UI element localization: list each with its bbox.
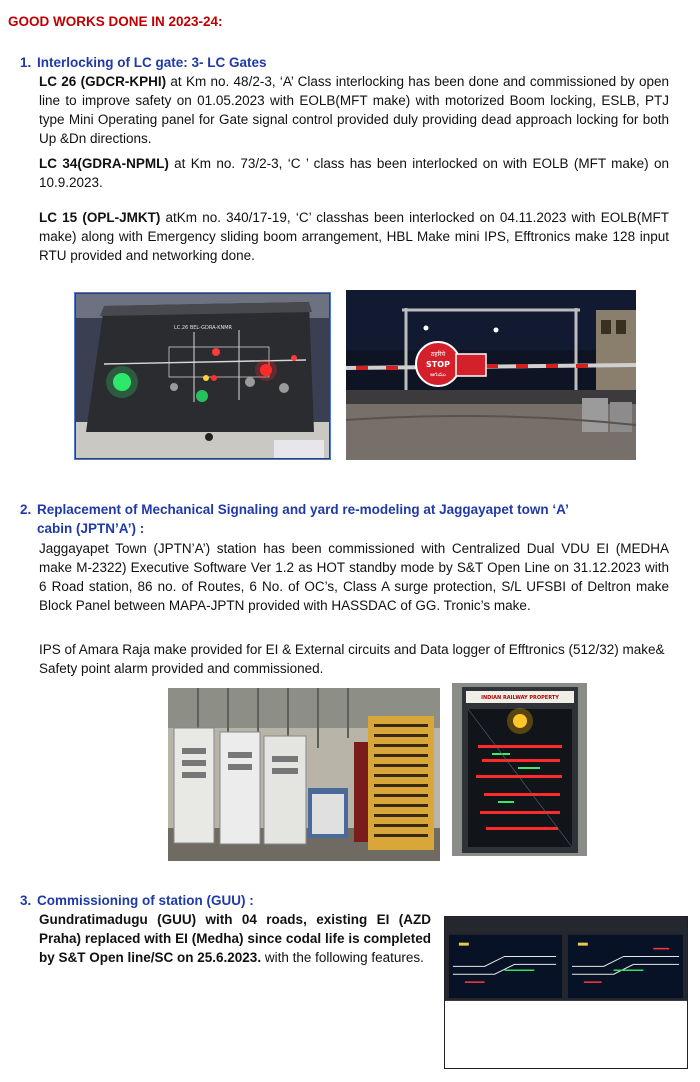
lc34-text: at Km no. 73/2-3, ‘C ’ class has been interlocked on with EOLB (MFT make) on 10.9.2023. (39, 156, 669, 190)
lc15-text: atKm no. 340/17-19, ‘C’ classhas been interlocked on 04.11.2023 with EOLB(MFT make) along with Emergency sliding boom arrangement, HBL Make mini IPS, Efftronics make 128 input RTU provided and networking done. (39, 210, 669, 263)
jptn-paragraph: Jaggayapet Town (JPTN’A’) station has been commissioned with Centralized Dual VDU EI (MEDHA make M-2322) Executive Software Ver 1.2 as HOT standby mode by S&T Open Line on 31.12.2023 with 6 Road station, 86 no. of Routes, 6 No. of OC’s, Class A surge protection, S/L UFSBI of Deltron make Block Panel between MAPA-JPTN provided with HASSDAC of GG. Tronic’s make. (39, 541, 669, 613)
guu-paragraph (39, 910, 431, 967)
lc26-text: at Km no. 48/2-3, ‘A’ Class interlocking has been done and commissioned by open line to improve safety on 01.05.2023 with EOLB(MFT make) with motorized Boom locking, ESLB, PTJ type Mini Operating panel for Gate signal control provided duly providing dead approach locking for both Up &Dn directions. (39, 74, 669, 146)
section-1-heading (20, 53, 267, 72)
ei-rack-photo (452, 683, 587, 856)
lc34-id: LC 34(GDRA-NPML) (39, 156, 169, 171)
lc26-id: LC 26 (GDCR-KPHI) (39, 74, 167, 89)
lc-gate-night-photo (346, 290, 636, 460)
section-2-title-line1: Replacement of Mechanical Signaling and yard re-modeling at Jaggayapet town ‘A’ (37, 502, 569, 517)
jptn-ips-paragraph: IPS of Amara Raja make provided for EI & External circuits and Data logger of Efftronics (512/32) make& Safety point alarm provided and commissioned. (39, 642, 665, 676)
section-3-number: 3. (20, 893, 32, 908)
section-1-number: 1. (20, 55, 32, 70)
panel-label: LC.26 BEL-GDRA-KNMR (174, 325, 233, 331)
section-2-heading (20, 500, 569, 519)
section-3-heading (20, 891, 254, 910)
section-2-number: 2. (20, 502, 32, 517)
lc26-paragraph (39, 72, 669, 148)
guu-vdu-photo (444, 916, 688, 1069)
gate-sign-hindi: ठहरिये (430, 351, 446, 358)
section-1-title: Interlocking of LC gate: 3- LC Gates (37, 55, 267, 70)
lc15-paragraph (39, 208, 669, 265)
guu-text: with the following features. (261, 950, 424, 965)
lc34-paragraph (39, 154, 669, 192)
gate-sign-telugu: ఆగుము (430, 372, 446, 378)
section-3-title: Commissioning of station (GUU) : (37, 893, 254, 908)
page-title: GOOD WORKS DONE IN 2023-24: (8, 14, 223, 29)
lc-gate-panel-photo (74, 292, 331, 460)
section-2-heading-line2: cabin (JPTN’A’) : (37, 521, 145, 536)
ips-cabinets-photo (168, 688, 440, 861)
lc15-id: LC 15 (OPL-JMKT) (39, 210, 161, 225)
rack-label: INDIAN RAILWAY PROPERTY (481, 695, 559, 701)
guu-bold-text: Gundratimadugu (GUU) with 04 roads, existing EI (AZD Praha) replaced with EI (Medha) since codal life is completed by S&T Open line/SC on 25.6.2023. (39, 912, 431, 965)
gate-sign-stop: STOP (426, 360, 450, 369)
